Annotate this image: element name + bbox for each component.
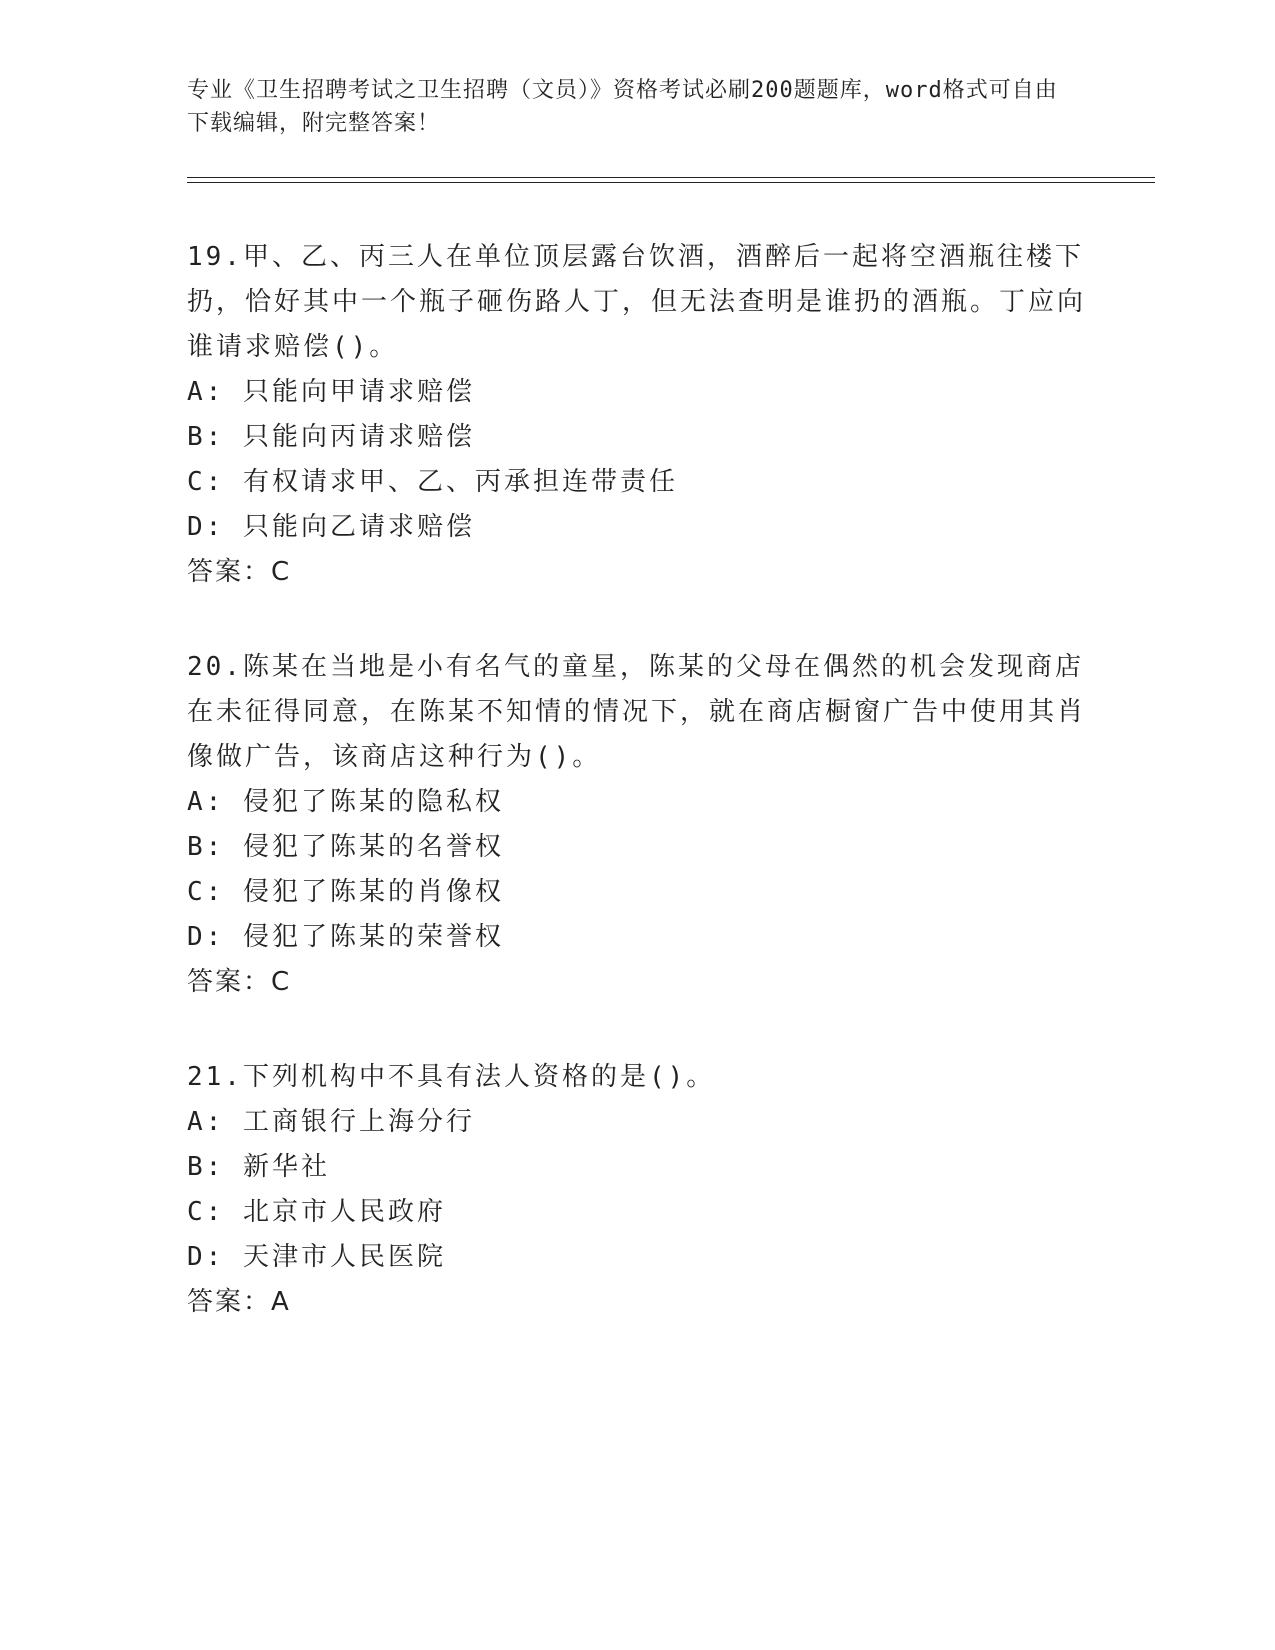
question-20 bbox=[187, 645, 1087, 1005]
option-b: B: 只能向丙请求赔偿 bbox=[187, 422, 475, 452]
option-a: A: 工商银行上海分行 bbox=[187, 1107, 475, 1137]
option-b: B: 侵犯了陈某的名誉权 bbox=[187, 832, 504, 862]
option-b: B: 新华社 bbox=[187, 1152, 330, 1182]
option-d: D: 只能向乙请求赔偿 bbox=[187, 512, 475, 542]
option-d: D: 侵犯了陈某的荣誉权 bbox=[187, 922, 504, 952]
question-19 bbox=[187, 235, 1087, 595]
option-a: A: 只能向甲请求赔偿 bbox=[187, 377, 475, 407]
answer: 答案：A bbox=[187, 1287, 291, 1317]
option-c: C: 北京市人民政府 bbox=[187, 1197, 446, 1227]
question-stem: 21.下列机构中不具有法人资格的是()。 bbox=[187, 1062, 716, 1092]
option-c: C: 侵犯了陈某的肖像权 bbox=[187, 877, 504, 907]
question-stem: 19.甲、乙、丙三人在单位顶层露台饮酒，酒醉后一起将空酒瓶往楼下扔，恰好其中一个瓶子砸伤路人丁，但无法查明是谁扔的酒瓶。丁应向谁请求赔偿()。 bbox=[187, 242, 1087, 362]
answer: 答案：C bbox=[187, 967, 292, 997]
answer: 答案：C bbox=[187, 557, 292, 587]
option-d: D: 天津市人民医院 bbox=[187, 1242, 446, 1272]
question-stem: 20.陈某在当地是小有名气的童星，陈某的父母在偶然的机会发现商店在未征得同意，在陈某不知情的情况下，就在商店橱窗广告中使用其肖像做广告，该商店这种行为()。 bbox=[187, 652, 1087, 772]
option-c: C: 有权请求甲、乙、丙承担连带责任 bbox=[187, 467, 678, 497]
header-rule-top bbox=[187, 177, 1155, 178]
header-rule-bottom bbox=[187, 182, 1155, 183]
question-21 bbox=[187, 1055, 1087, 1325]
option-a: A: 侵犯了陈某的隐私权 bbox=[187, 787, 504, 817]
document-header: 专业《卫生招聘考试之卫生招聘（文员）》资格考试必刷200题题库，word格式可自由下载编辑，附完整答案！ bbox=[187, 78, 1058, 136]
